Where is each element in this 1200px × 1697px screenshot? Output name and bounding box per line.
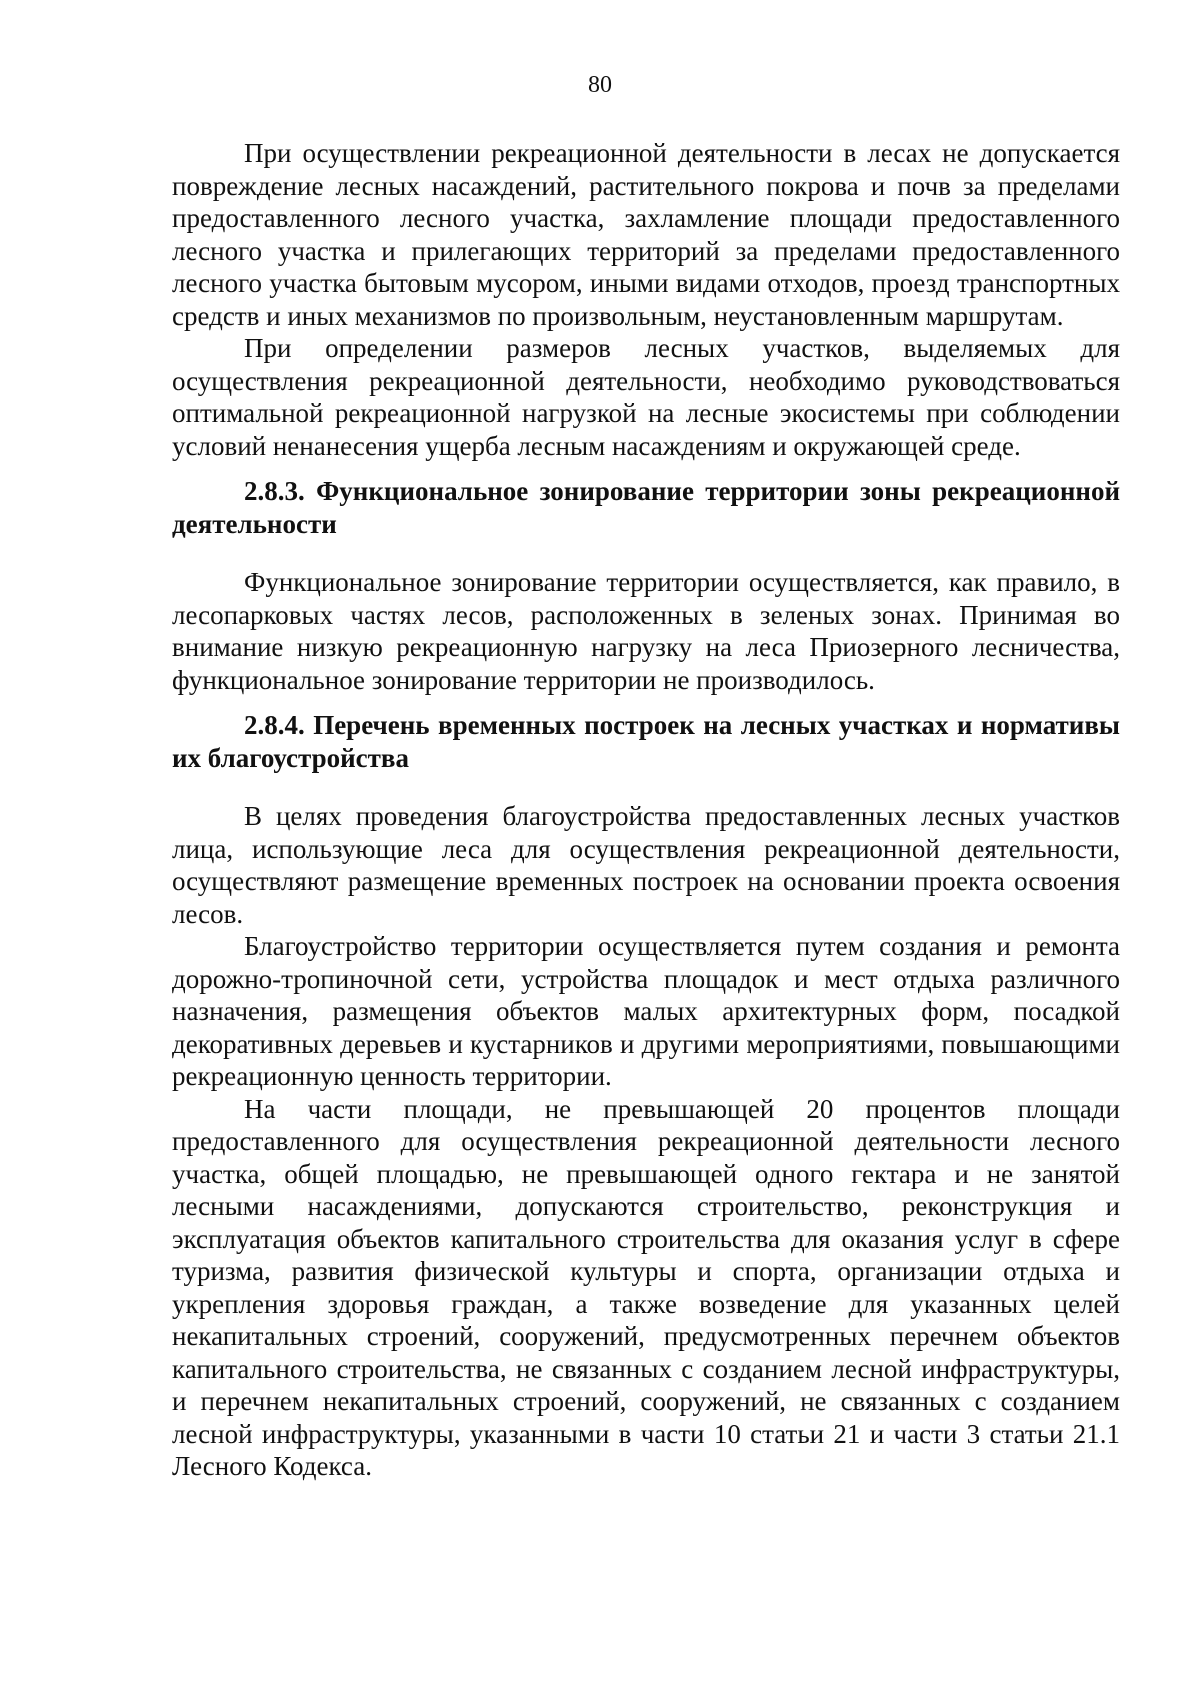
- paragraph-plot-size-determination: При определении размеров лесных участков, выделяемых для осуществления рекреационной деятельности, необходимо руководствоваться оптимальной рекреационной нагрузкой на лесные экосистемы при соблюдении условий ненанесения ущерба лесным насаждениям и окружающей среде.: [172, 333, 1120, 461]
- page-number: 80: [588, 72, 612, 98]
- paragraph-landscaping: Благоустройство территории осуществляется путем создания и ремонта дорожно-тропиночной сети, устройства площадок и мест отдыха различного назначения, размещения объектов малых архитектурных форм, посадкой декоративных деревьев и кустарников и другими мероприятиями, повышающими рекреационную ценность территории.: [172, 931, 1120, 1091]
- paragraph-recreation-restrictions: При осуществлении рекреационной деятельности в лесах не допускается повреждение лесных насаждений, растительного покрова и почв за пределами предоставленного лесного участка, захламление площади предоставленного лесного участка и прилегающих территорий за пределами предоставленного лесного участка бытовым мусором, иными видами отходов, проезд транспортных средств и иных механизмов по произвольным, неустановленным маршрутам.: [172, 138, 1120, 331]
- paragraph-functional-zoning: Функциональное зонирование территории осуществляется, как правило, в лесопарковых частях лесов, расположенных в зеленых зонах. Принимая во внимание низкую рекреационную нагрузку на леса Приозерного лесничества, функциональное зонирование территории не производилось.: [172, 567, 1120, 695]
- section-heading-2-8-3: 2.8.3. Функциональное зонирование территории зоны рекреационной деятельности: [172, 476, 1120, 539]
- paragraph-temporary-buildings: В целях проведения благоустройства предоставленных лесных участков лица, использующие леса для осуществления рекреационной деятельности, осуществляют размещение временных построек на основании проекта освоения лесов.: [172, 801, 1120, 929]
- page-content: [172, 137, 1120, 1483]
- section-heading-2-8-4: 2.8.4. Перечень временных построек на лесных участках и нормативы их благоустройства: [172, 710, 1120, 773]
- paragraph-capital-construction: На части площади, не превышающей 20 процентов площади предоставленного для осуществления рекреационной деятельности лесного участка, общей площадью, не превышающей одного гектара и не занятой лесными насаждениями, допускаются строительство, реконструкция и эксплуатация объектов капитального строительства для оказания услуг в сфере туризма, развития физической культуры и спорта, организации отдыха и укрепления здоровья граждан, а также возведение для указанных целей некапитальных строений, сооружений, предусмотренных перечнем объектов капитального строительства, не связанных с созданием лесной инфраструктуры, и перечнем некапитальных строений, сооружений, не связанных с созданием лесной инфраструктуры, указанными в части 10 статьи 21 и части 3 статьи 21.1 Лесного Кодекса.: [172, 1093, 1120, 1481]
